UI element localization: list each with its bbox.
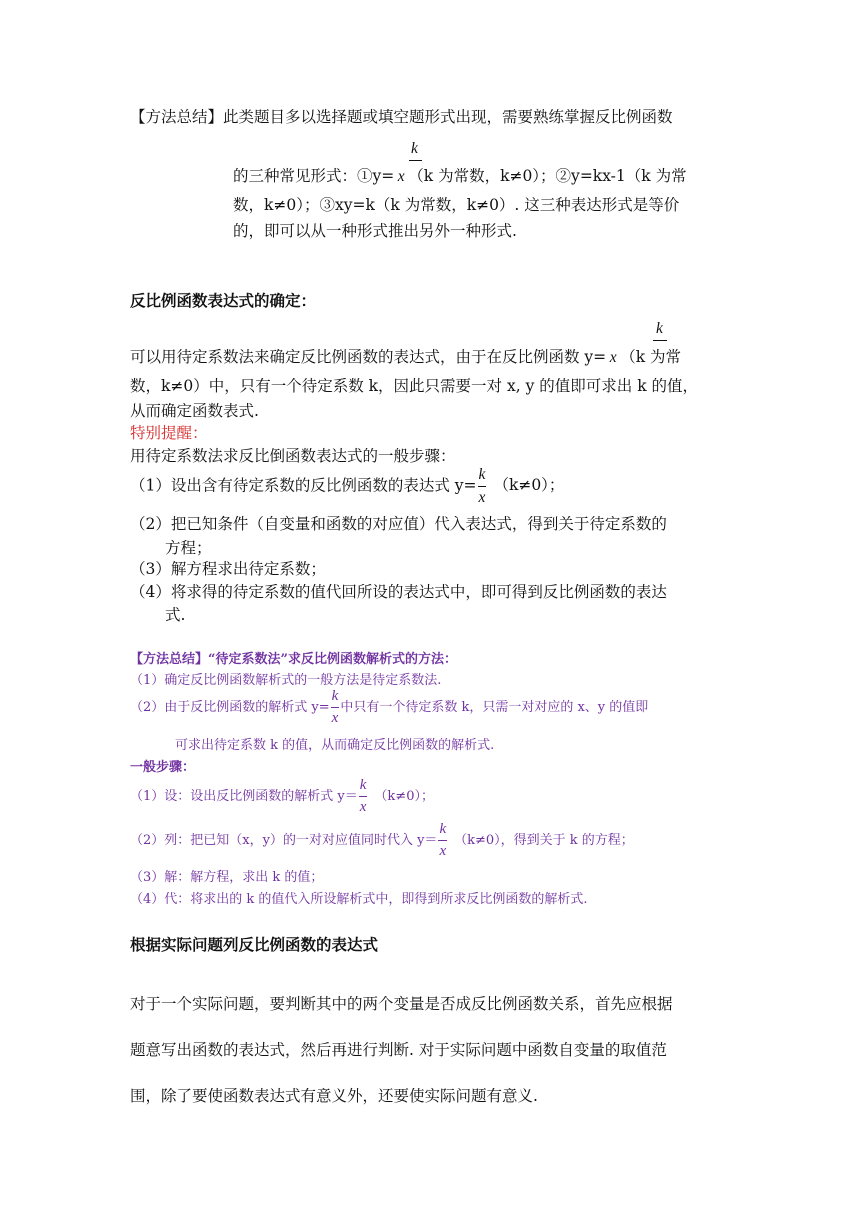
practical-paragraph-line-1: 对于一个实际问题，要判断其中的两个变量是否成反比例函数关系，首先应根据 xyxy=(130,995,673,1013)
general-step-1: （1）设：设出反比例函数的解析式 y＝ $\frac{k}{x}$ （k≠0）； xyxy=(130,777,434,815)
general-steps-label: 一般步骤： xyxy=(130,760,196,775)
section-heading-determination: 反比例函数表达式的确定： xyxy=(130,291,317,310)
fraction-numerator-k: k xyxy=(656,320,663,337)
practical-paragraph-line-3: 围，除了要使函数表达式有意义外，还要使实际问题有意义. xyxy=(130,1087,538,1105)
step-3: （3）解方程求出待定系数； xyxy=(130,560,326,578)
step-4-line-2: 式. xyxy=(165,606,186,624)
method-summary-line-3: 数，k≠0）；③xy=k（k 为常数，k≠0）. 这三种表达形式是等价 xyxy=(233,196,680,214)
step-2-line-2: 方程； xyxy=(165,539,212,557)
step-2-line-1: （2）把已知条件（自变量和函数的对应值）代入表达式，得到关于待定系数的 xyxy=(130,515,667,533)
paragraph-line-3: 从而确定函数表式. xyxy=(130,402,259,420)
method-summary-title: 【方法总结】“待定系数法”求反比例函数解析式的方法： xyxy=(130,652,457,667)
practical-paragraph-line-2: 题意写出函数的表达式，然后再进行判断. 对于实际问题中函数自变量的取值范 xyxy=(130,1041,667,1059)
general-step-4: （4）代：将求出的 k 的值代入所设解析式中，即得到所求反比例函数的解析式. xyxy=(130,892,588,907)
general-step-2: （2）列：把已知（x，y）的一对对应值同时代入 y＝ $\frac{k}{x}$ （k≠0），得到关于 k 的方程； xyxy=(130,821,634,859)
step-1: （1）设出含有待定系数的反比例函数的表达式 y= $\frac{k}{x}$ （k≠0）； xyxy=(130,466,565,506)
paragraph-line-1: 可以用待定系数法来确定反比例函数的表达式，由于在反比例函数 y= x （k 为常 xyxy=(130,348,682,366)
general-step-3: （3）解：解方程，求出 k 的值； xyxy=(130,870,324,885)
method-summary-line-1: 【方法总结】此类题目多以选择题或填空题形式出现，需要熟练掌握反比例函数 xyxy=(130,108,673,126)
section-heading-practical: 根据实际问题列反比例函数的表达式 xyxy=(130,935,379,954)
method-summary-line-4: 的，即可以从一种形式推出另外一种形式. xyxy=(233,222,517,240)
fraction-bar xyxy=(653,340,667,341)
fraction-numerator-k: k xyxy=(411,140,418,157)
step-4-line-1: （4）将求得的待定系数的值代回所设的表达式中，即可得到反比例函数的表达 xyxy=(130,583,667,601)
special-notice-label: 特别提醒： xyxy=(130,424,208,442)
paragraph-line-2: 数，k≠0）中，只有一个待定系数 k，因此只需要一对 x, y 的值即可求出 k 的值， xyxy=(130,377,699,395)
fraction-bar xyxy=(409,160,422,161)
method-summary-line-2: 的三种常见形式：①y= x （k 为常数，k≠0）；②y=kx-1（k 为常 xyxy=(233,167,687,185)
steps-title: 用待定系数法求反比倒函数表达式的一般步骤： xyxy=(130,447,456,465)
method-item-2-line-2: 可求出待定系数 k 的值，从而确定反比例函数的解析式. xyxy=(175,738,495,753)
method-item-2-line-1: （2）由于反比例函数的解析式 y= $\frac{k}{x}$ 中只有一个待定系数 k，只需一对对应的 x、y 的值即 xyxy=(130,688,649,726)
method-item-1: （1）确定反比例函数解析式的一般方法是待定系数法. xyxy=(130,673,442,688)
